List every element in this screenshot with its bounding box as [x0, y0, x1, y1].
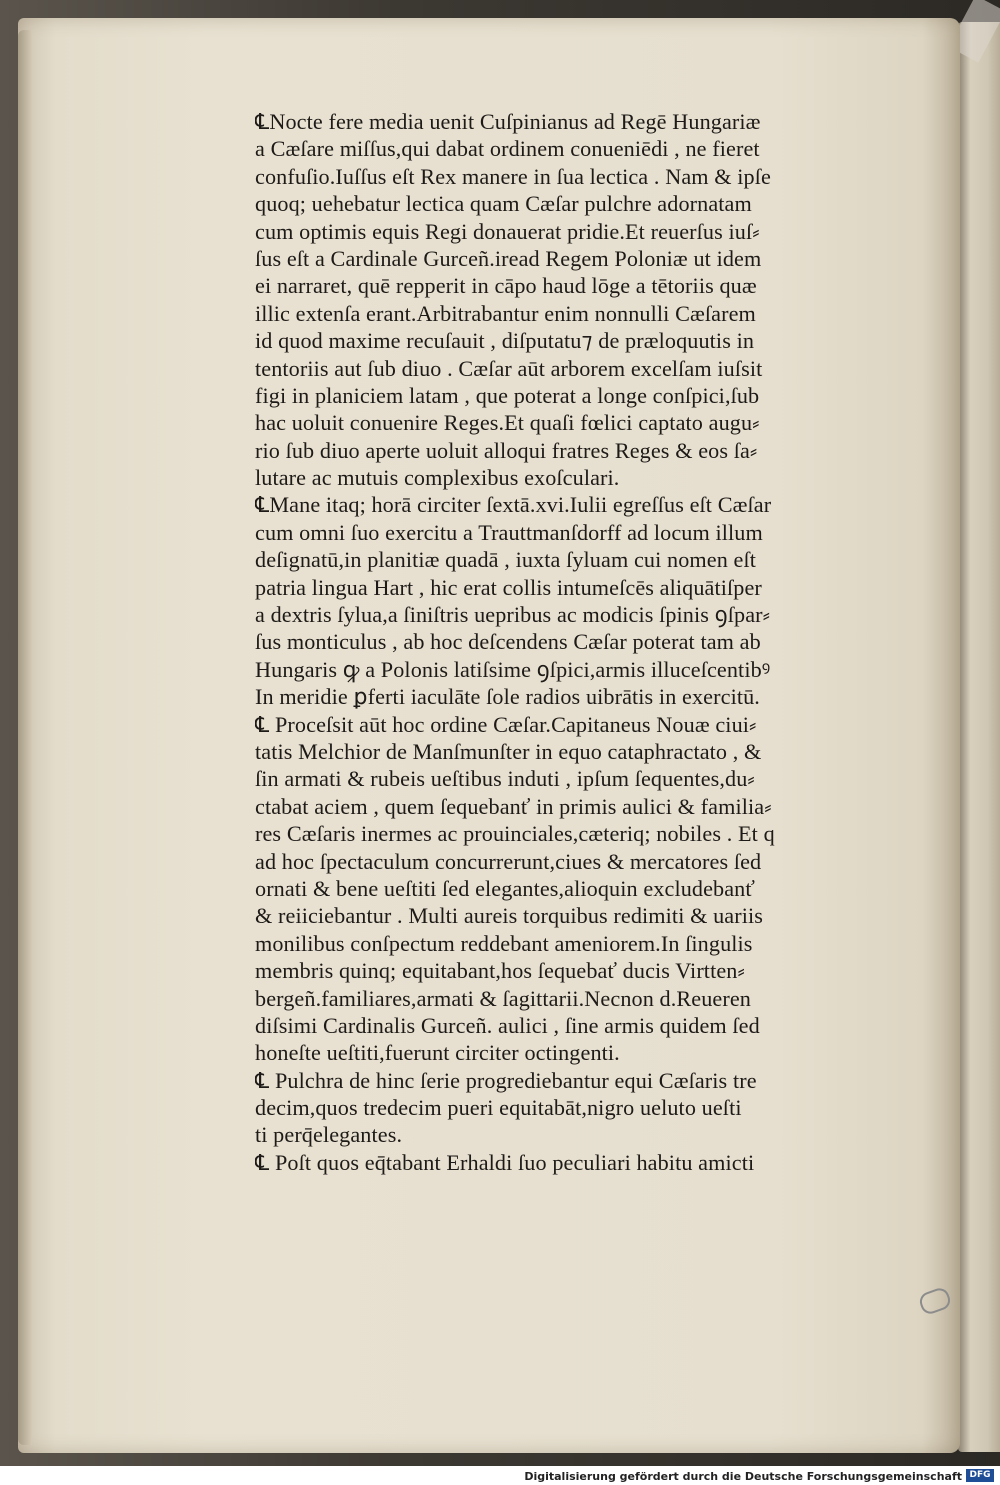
- text-line: quoq; uehebatur lectica quam Cæſar pulchre adornatam: [255, 191, 752, 217]
- text-line: illic extenſa erant.Arbitrabantur enim nonnulli Cæſarem: [255, 300, 756, 326]
- text-line: ℄Mane itaq; horā circiter ſextā.xvi.Iulii egreſſus eſt Cæſar: [255, 492, 772, 518]
- text-line: diſsimi Cardinalis Gurceñ. aulici , ſine armis quidem ſed: [255, 1012, 760, 1038]
- text-line: rio ſub diuo aperte uoluit alloqui fratres Reges & eos ſa⸗: [255, 437, 758, 463]
- text-line: cum optimis equis Regi donauerat pridie.Et reuerſus iuſ⸗: [255, 218, 760, 244]
- printed-text-block: [255, 108, 925, 1176]
- text-line: monilibus conſpectum reddebant ameniorem.In ſingulis: [255, 930, 753, 956]
- footer-bar: [0, 1466, 1000, 1485]
- text-line: cum omni ſuo exercitu a Trauttmanſdorff ad locum illum: [255, 519, 763, 545]
- text-line: decim,quos tredecim pueri equitabāt,nigro ueluto ueſti: [255, 1095, 742, 1121]
- funding-credit: Digitalisierung gefördert durch die Deutsche Forschungsgemeinschaft: [524, 1470, 962, 1483]
- text-line: ℄ Poſt quos eq̄tabant Erhaldi ſuo peculiari habitu amicti: [255, 1149, 755, 1175]
- text-line: ℄ Pulchra de hinc ſerie progrediebantur equi Cæſaris tre: [255, 1067, 757, 1093]
- text-line: honeſte ueſtiti,fuerunt circiter octingenti.: [255, 1040, 620, 1066]
- text-line: ad hoc ſpectaculum concurrerunt,ciues & mercatores ſed: [255, 848, 762, 874]
- text-line: Hungaris ꝙ a Polonis latiſsime ꝯſpici,armis illuceſcentibꝰ: [255, 656, 771, 682]
- text-line: bergeñ.familiares,armati & ſagittarii.Necnon d.Reueren: [255, 985, 752, 1011]
- text-line: a dextris ſylua,a ſiniſtris uepribus ac modicis ſpinis ꝯſpar⸗: [255, 602, 771, 628]
- text-line: res Cæſaris inermes ac prouinciales,cæteriq; nobiles . Et q: [255, 821, 775, 847]
- text-line: ſin armati & rubeis ueſtibus induti , ipſum ſequentes,du⸗: [255, 766, 755, 792]
- text-line: tatis Melchior de Manſmunſter in equo cataphractato , &: [255, 738, 762, 764]
- text-line: ei narraret, quē repperit in cāpo haud lōge a tētoriis quæ: [255, 273, 757, 299]
- text-line: ℄Nocte fere media uenit Cuſpinianus ad Regē Hungariæ: [255, 109, 761, 134]
- text-line: deſignatū,in planitiæ quadā , iuxta ſyluam cui nomen eſt: [255, 547, 757, 573]
- text-line: hac uoluit conuenire Reges.Et quaſi fœlici captato augu⸗: [255, 410, 760, 436]
- text-line: ctabat aciem , quem ſequebanť in primis aulici & familia⸗: [255, 793, 772, 819]
- text-line: membris quinq; equitabant,hos ſequebať ducis Virtten⸗: [255, 958, 745, 984]
- page-gutter-edge: [18, 30, 32, 1445]
- text-line: id quod maxime recuſauit , diſputatu⁊ de præloquutis in: [255, 328, 755, 354]
- text-line: ornati & bene ueſtiti ſed elegantes,alioquin excludebanť: [255, 875, 755, 901]
- text-line: ſus eſt a Cardinale Gurceñ.iread Regem Poloniæ ut idem: [255, 245, 762, 271]
- text-line: In meridie ꝑferti iaculāte ſole radios uibrātis in exercitū.: [255, 684, 760, 710]
- facing-page-edge: [958, 22, 1000, 1452]
- text-line: ℄ Proceſsit aūt hoc ordine Cæſar.Capitaneus Nouæ ciui⸗: [255, 711, 757, 737]
- text-line: & reiiciebantur . Multi aureis torquibus redimiti & uariis: [255, 903, 763, 929]
- text-line: figi in planiciem latam , que poterat a longe conſpici,ſub: [255, 382, 760, 408]
- text-line: ti perq̄elegantes.: [255, 1122, 403, 1148]
- text-line: a Cæſare miſſus,qui dabat ordinem conueniēdi , ne fieret: [255, 136, 760, 162]
- text-line: lutare ac mutuis complexibus exoſculari.: [255, 465, 620, 491]
- text-line: confuſio.Iuſſus eſt Rex manere in ſua lectica . Nam & ipſe: [255, 163, 771, 189]
- text-line: patria lingua Hart , hic erat collis intumeſcēs aliquātiſper: [255, 574, 762, 600]
- text-line: ſus monticulus , ab hoc deſcendens Cæſar poterat tam ab: [255, 629, 761, 655]
- text-line: tentoriis aut ſub diuo . Cæſar aūt arborem excelſam iuſsit: [255, 355, 763, 381]
- dfg-logo: DFG: [966, 1469, 994, 1482]
